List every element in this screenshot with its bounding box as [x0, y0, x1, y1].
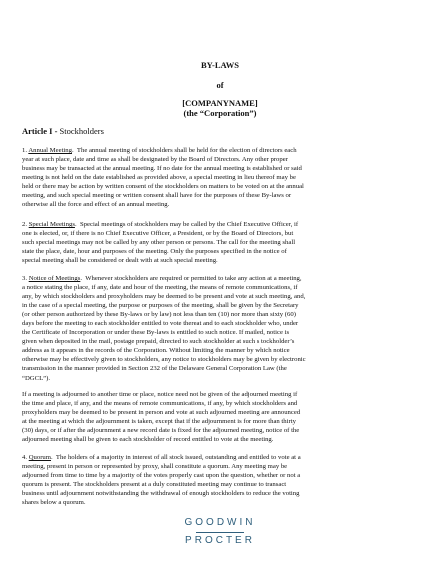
section-quorum: 4. Quorum. The holders of a majority in interest of all stock issued, outstanding and entitled to vote at a meeting, present in person or represented by proxy, shall constitute a quorum. Any meeting may be adjourned from time to time by a majority of the votes properly cast upon the question, whether or not a quorum is present. The stockholders present at a duly constituted meeting may continue to transact business until adjournment notwithstanding the withdrawal of enough stockholders to reduce the voting shares below a quorum. — [22, 453, 422, 507]
section-heading: Special Meetings — [28, 221, 75, 228]
company-name: [COMPANYNAME] — [182, 98, 258, 108]
section-line: the Certificate of Incorporation or under these By-laws is entitled to such notice. If mailed, notice is — [22, 329, 290, 337]
section-heading: Notice of Meetings — [28, 275, 81, 282]
section-number: 4. — [22, 454, 28, 461]
section-line: a notice stating the place, if any, date and hour of the meeting, the means of remote communications, if — [22, 284, 298, 292]
section-line: otherwise may be effectively given to stockholders, any notice to stockholders may be given by electronic — [22, 356, 306, 364]
section-line: in the case of a special meeting, the purpose or purposes of the meeting, shall be given by the Secretary — [22, 302, 299, 310]
section-line: meeting is not held on the date established as provided above, a special meeting in lieu thereof may be — [22, 174, 296, 182]
section-line: meeting, present in person or represented by proxy, shall constitute a quorum. Any meeting may be — [22, 463, 288, 471]
doc-title-of: of — [216, 80, 224, 90]
corporation-label: (the “Corporation”) — [183, 108, 257, 118]
section-line: The annual meeting of stockholders shall be held for the election of directors each — [76, 147, 297, 154]
section-notice-adjourned-paragraph — [22, 390, 422, 444]
section-line: Whenever stockholders are required or permitted to take any action at a meeting, — [85, 275, 302, 282]
section-line: at the meeting at which the adjournment is taken, except that if the adjournment is for more than thirty — [22, 418, 296, 426]
section-line: such special meetings may not be called by any other person or persons. The call for the meeting shall — [22, 239, 296, 247]
section-line: given when deposited in the mail, postage prepaid, directed to such stockholder at such s tockholder’s — [22, 338, 295, 346]
logo-divider — [196, 532, 244, 533]
section-special-meetings: 2. Special Meetings. Special meetings of stockholders may be called by the Chief Executive Officer, if one is elected, or, if there is no Chief Executive Officer, a President, or by the Board of Directors, but such special meetings may not be called by any other person or persons. The call for the meeting shall state the place, date, hour and purposes of the meeting. Only the purposes specified in the notice of special meeting shall be considered or dealt with at such special meeting. — [22, 220, 422, 265]
section-line: shares below a quorum. — [22, 499, 86, 507]
section-line: The holders of a majority in interest of all stock issued, outstanding and entitled to vote at a — [55, 454, 301, 461]
section-heading: Quorum — [28, 454, 51, 461]
section-line: “DGCL”). — [22, 374, 51, 382]
section-line: state the place, date, hour and purposes of the meeting. Only the purposes specified in the notice of — [22, 248, 287, 256]
section-line: (or other person authorized by these By-laws or by law) not less than ten (10) nor more than sixty (60) — [22, 311, 296, 319]
section-line: If a meeting is adjourned to another time or place, notice need not be given of the adjourned meeting if — [22, 391, 298, 398]
section-line: transmission in the manner provided in Section 232 of the Delaware General Corporation Law (the — [22, 365, 287, 373]
section-line: any, by which stockholders and proxyholders may be deemed to be present and vote at such meeting, and, — [22, 293, 306, 301]
goodwin-logo-line1: GOODWIN — [184, 517, 256, 528]
section-line: special meeting shall be considered or dealt with at such special meeting. — [22, 257, 218, 265]
section-line: address as it appears in the records of the Corporation. Without limiting the manner by which notice — [22, 347, 290, 355]
section-heading: Annual Meeting — [28, 147, 72, 154]
section-number: 2. — [22, 221, 28, 228]
section-line: otherwise all the force and effect of an annual meeting. — [22, 201, 170, 209]
section-line: adjourned meeting shall be given to each stockholder of record entitled to vote at the meeting. — [22, 436, 274, 444]
section-line: year at such place, date and time as shall be designated by the Board of Directors. Any other proper — [22, 156, 288, 164]
section-line: adjourned from time to time by a majority of the votes properly cast upon the question, whether or not a — [22, 472, 301, 480]
section-number: 1. — [22, 147, 28, 154]
article-label: Article I - — [22, 126, 58, 136]
section-line: held or there may be action by written consent of the stockholders on matters to be voted on at the annual — [22, 183, 304, 191]
procter-logo-line2: PROCTER — [185, 535, 255, 546]
section-line: the time and place, if any, and the means of remote communications, if any, by which stockholders and — [22, 400, 298, 408]
section-line: meeting, and such special meeting or written consent shall have for the purposes of these By-laws or — [22, 192, 292, 200]
article-name: Stockholders — [59, 126, 104, 136]
section-line: business may be transacted at the annual meeting. If no date for the annual meeting is established or said — [22, 165, 302, 173]
section-line: Special meetings of stockholders may be called by the Chief Executive Officer, if — [79, 221, 299, 228]
section-line: quorum is present. The stockholders present at a duly constituted meeting may continue to transact — [22, 481, 287, 489]
section-line: one is elected, or, if there is no Chief Executive Officer, a President, or by the Board of Directors, but — [22, 230, 294, 238]
section-line: days before the meeting to each stockholder entitled to vote thereat and to each stockholder who, under — [22, 320, 299, 328]
article-heading — [22, 126, 104, 136]
section-number: 3. — [22, 275, 28, 282]
section-notice-of-meetings: 3. Notice of Meetings. Whenever stockholders are required or permitted to take any action at a meeting, a notice stating the place, if any, date and hour of the meeting, the means of remote communications, if any, by which stockholders and proxyholders may be deemed to be present and vote at such meeting, and, in the case of a special meeting, the purpose or purposes of the meeting, shall be given by the Secretary (or other person authorized by these By-laws or by law) not less than ten (10) nor more than sixty (60) days before the meeting to each stockholder entitled to vote thereat and to each stockholder who, under the Certificate of Incorporation or under these By-laws is entitled to such notice. If mailed, notice is given when deposited in the mail, postage prepaid, directed to such stockholder at such s tockholder’s address as it appears in the records of the Corporation. Without limiting the manner by which notice otherwise may be effectively given to stockholders, any notice to stockholders may be given by electronic transmission in the manner provided in Section 232 of the Delaware General Corporation Law (the “DGCL”). — [22, 274, 422, 383]
section-line: business until adjournment notwithstanding the withdrawal of enough stockholders to reduce the voting — [22, 490, 300, 498]
section-line: (30) days, or if after the adjournment a new record date is fixed for the adjourned meeting, notice of the — [22, 427, 300, 435]
section-annual-meeting: 1. Annual Meeting. The annual meeting of stockholders shall be held for the election of directors each year at such place, date and time as shall be designated by the Board of Directors. Any other proper business may be transacted at the annual meeting. If no date for the annual meeting is established or said meeting is not held on the date established as provided above, a special meeting in lieu thereof may be held or there may be action by written consent of the stockholders on matters to be voted on at the annual meeting, and such special meeting or written consent shall have for the purposes of these By-laws or otherwise all the force and effect of an annual meeting. — [22, 146, 422, 209]
doc-title: BY-LAWS — [201, 60, 239, 70]
section-line: proxyholders may be deemed to be present in person and vote at such adjourned meeting are announced — [22, 409, 301, 417]
